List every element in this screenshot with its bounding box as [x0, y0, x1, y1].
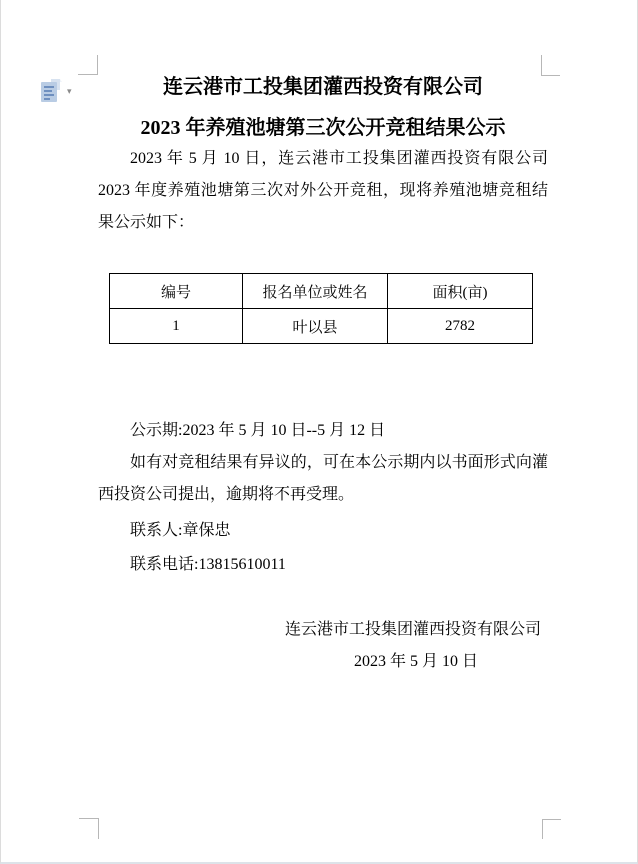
table-header-applicant: 报名单位或姓名: [243, 274, 388, 309]
table-cell-number: 1: [110, 309, 243, 344]
contact-person-line: 联系人:章保忠: [130, 522, 231, 539]
table-row: [110, 309, 533, 344]
intro-paragraph: 2023 年 5 月 10 日，连云港市工投集团灌西投资有限公司 2023 年度养殖池塘第三次对外公开竞租，现将养殖池塘竞租结果公示如下：: [98, 150, 548, 231]
chevron-down-icon: ▾: [67, 85, 72, 96]
objection-paragraph: 如有对竞租结果有异议的，可在本公示期内以书面形式向灌西投资公司提出，逾期将不再受理。: [98, 454, 548, 503]
table-header-number: 编号: [110, 274, 243, 309]
table-cell-applicant: 叶以县: [243, 309, 388, 344]
margin-crop-mark-bottom-right: [542, 819, 561, 839]
signature-company: 连云港市工投集团灌西投资有限公司: [284, 621, 541, 638]
margin-crop-mark-top-left: [78, 55, 98, 75]
paste-options-button[interactable]: [39, 77, 77, 105]
results-table: [109, 273, 533, 344]
signature-date: 2023 年 5 月 10 日: [353, 653, 478, 670]
table-header-row: [110, 274, 533, 309]
margin-crop-mark-bottom-left: [79, 818, 99, 839]
table-header-area: 面积(亩): [388, 274, 533, 309]
contact-phone-line: 联系电话:13815610011: [130, 556, 286, 573]
notice-period-line: 公示期:2023 年 5 月 10 日--5 月 12 日: [130, 422, 386, 439]
doc-title-line2: 2023 年养殖池塘第三次公开竞租结果公示: [140, 117, 506, 139]
table-cell-area: 2782: [388, 309, 533, 344]
doc-title-line1: 连云港市工投集团灌西投资有限公司: [163, 76, 483, 98]
paste-options-icon: [39, 78, 63, 104]
